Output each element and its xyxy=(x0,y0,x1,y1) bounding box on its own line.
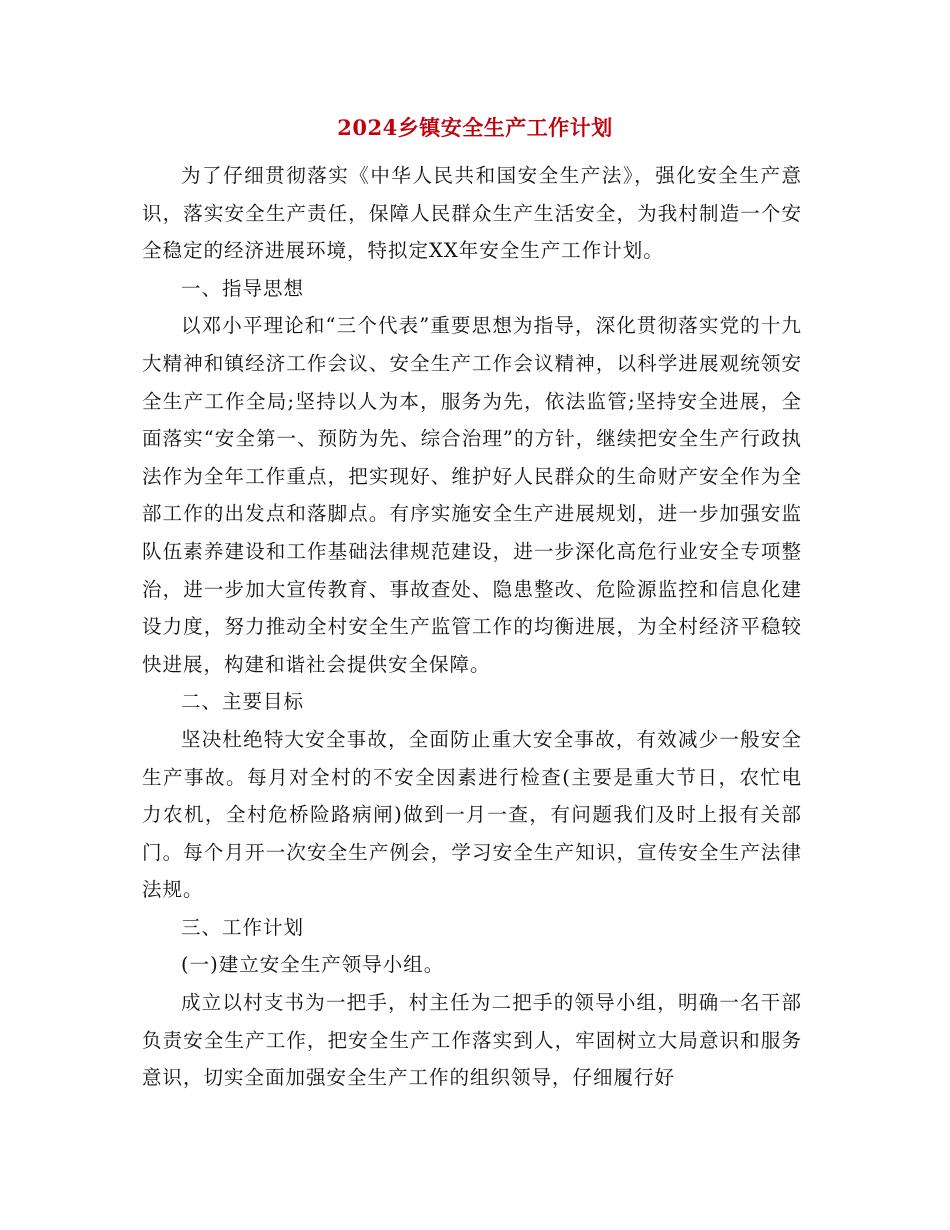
guiding-ideology-paragraph: 以邓小平理论和“三个代表”重要思想为指导，深化贯彻落实党的十九大精神和镇经济工作会议、安全生产工作会议精神，以科学进展观统领安全生产工作全局;坚持以人为本，服务为先，依法监管;坚持安全进展，全面落实“安全第一、预防为先、综合治理”的方针，继续把安全生产行政执法作为全年工作重点，把实现好、维护好人民群众的生命财产安全作为全部工作的出发点和落脚点。有序实施安全生产进展规划，进一步加强安监队伍素养建设和工作基础法律规范建设，进一步深化高危行业安全专项整治，进一步加大宣传教育、事故查处、隐患整改、危险源监控和信息化建设力度，努力推动全村安全生产监管工作的均衡进展，为全村经济平稳较快进展，构建和谐社会提供安全保障。 xyxy=(142,314,802,676)
section-heading-guiding-ideology: 一、指导思想 xyxy=(181,276,305,300)
intro-paragraph: 为了仔细贯彻落实《中华人民共和国安全生产法》，强化安全生产意识，落实安全生产责任，保障人民群众生产生活安全，为我村制造一个安全稳定的经济进展环境，特拟定XX年安全生产工作计划。 xyxy=(142,164,802,263)
main-goals-paragraph: 坚决杜绝特大安全事故，全面防止重大安全事故，有效减少一般安全生产事故。每月对全村的不安全因素进行检查(主要是重大节日，农忙电力农机，全村危桥险路病闸)做到一月一查，有问题我们及时上报有关部门。每个月开一次安全生产例会，学习安全生产知识，宣传安全生产法律法规。 xyxy=(142,727,802,902)
document-body xyxy=(142,157,802,1097)
leadership-group-paragraph: 成立以村支书为一把手，村主任为二把手的领导小组，明确一名干部负责安全生产工作，把安全生产工作落实到人，牢固树立大局意识和服务意识，切实全面加强安全生产工作的组织领导，仔细履行好 xyxy=(142,991,802,1090)
section-heading-main-goals: 二、主要目标 xyxy=(181,690,305,714)
subsection-heading-leadership-group: (一)建立安全生产领导小组。 xyxy=(181,953,445,977)
document-title: 2024乡镇安全生产工作计划 xyxy=(337,115,613,140)
section-heading-work-plan: 三、工作计划 xyxy=(181,915,305,939)
